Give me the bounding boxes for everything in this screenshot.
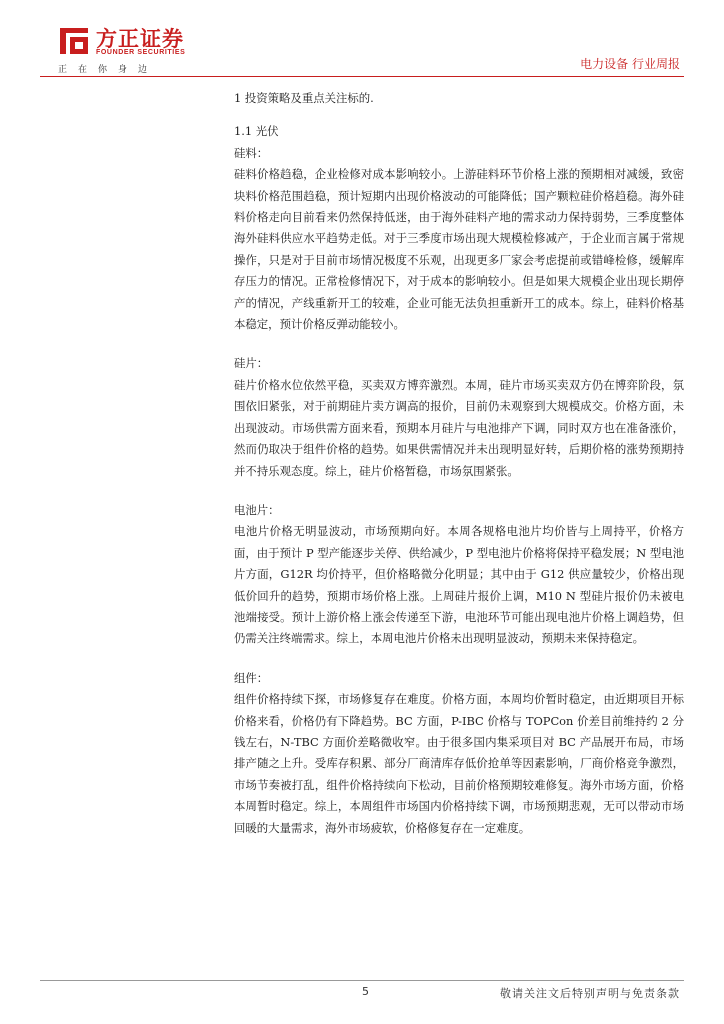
report-category: 电力设备 行业周报 xyxy=(580,57,680,71)
section-heading: 1 投资策略及重点关注标的. xyxy=(234,91,374,105)
block-text-cell: 电池片价格无明显波动，市场预期向好。本周各规格电池片均价皆与上周持平，价格方面，由于预计 P 型产能逐步关停、供给减少，P 型电池片价格将保持平稳发展；N 型电池片方面，G12R 均价持平，但价格略微分化明显；其中由于 G12 供应量较少，价格出现低价回升的趋势，预期市场价格上涨。上周硅片报价上调，M10 N 型硅片报价仍未被电池端接受。预计上游价格上涨会传递至下游，电池环节可能出现电池片价格上调趋势，但仍需关注终端需求。综上，本周电池片价格未出现明显波动，预期未来保持稳定。 xyxy=(234,524,684,646)
block-label-cell: 电池片： xyxy=(234,502,280,517)
block-text-silicon: 硅料价格趋稳，企业检修对成本影响较小。上游硅料环节价格上涨的预期相对减缓，致密块料价格范围趋稳，预计短期内出现价格波动的可能降低；国产颗粒硅价格趋稳。海外硅料价格走向目前看来仍然保持低迷，由于海外硅料产地的需求动力保持弱势，三季度整体海外硅料供应水平趋势走低。对于三季度市场出现大规模检修减产，于企业而言属于常规操作，只是对于目前市场情况极度不乐观，出现更多厂家会考虑提前或错峰检修，缓解库存压力的情况。正常检修情况下，对于成本的影响较小。但是如果大规模企业出现长期停产的情况，产线重新开工的较难，企业可能无法负担重新开工的成本。综上，硅料价格基本稳定，预计价格反弹动能较小。 xyxy=(234,167,684,332)
block-label-wafer: 硅片： xyxy=(234,356,269,371)
page-number: 5 xyxy=(362,985,369,998)
main-content xyxy=(234,88,684,839)
block-label-module: 组件： xyxy=(234,670,269,685)
block-text-module: 组件价格持续下探，市场修复存在难度。价格方面，本周均价暂时稳定，由近期项目开标价格来看，价格仍有下降趋势。BC 方面，P-IBC 价格与 TOPCon 价差目前维持约 2 分钱左右，N-TBC 方面价差略微收窄。由于很多国内集采项目对 BC 产品展开布局，市场排产随之上升。受库存积累、部分厂商清库存低价抢单等因素影响，厂商价格竞争激烈，市场节奏被打乱，组件价格持续向下松动，目前价格预期较难修复。海外市场方面，价格本周暂时稳定。综上，本周组件市场国内价格持续下调，市场预期悲观，无可以带动市场回暖的大量需求，海外市场疲软，价格修复存在一定难度。 xyxy=(234,692,684,835)
logo-english-name: FOUNDER SECURITIES xyxy=(96,49,186,56)
founder-logo-icon xyxy=(58,24,92,56)
company-logo xyxy=(58,22,208,62)
block-label-silicon: 硅料： xyxy=(234,145,269,160)
header-divider xyxy=(40,76,684,77)
logo-chinese-name: 方正证券 xyxy=(96,27,184,51)
slogan: 正在你身边 xyxy=(58,65,159,75)
disclaimer-notice: 敬请关注文后特别声明与免责条款 xyxy=(500,987,680,1000)
footer-divider xyxy=(40,980,684,981)
block-text-wafer: 硅片价格水位依然平稳，买卖双方博弈激烈。本周，硅片市场买卖双方仍在博弈阶段，氛围依旧紧张，对于前期硅片卖方调高的报价，目前仍未观察到大规模成交。价格方面，未出现波动。市场供需方面来看，预期本月硅片与电池排产下调，同时双方也在准备涨价，然而仍取决于组件价格的趋势。如果供需情况并未出现明显好转，后期价格的涨势预期持并不持乐观态度。综上，硅片价格暂稳，市场氛围紧张。 xyxy=(234,377,684,478)
subsection-heading: 1.1 光伏 xyxy=(234,124,279,139)
